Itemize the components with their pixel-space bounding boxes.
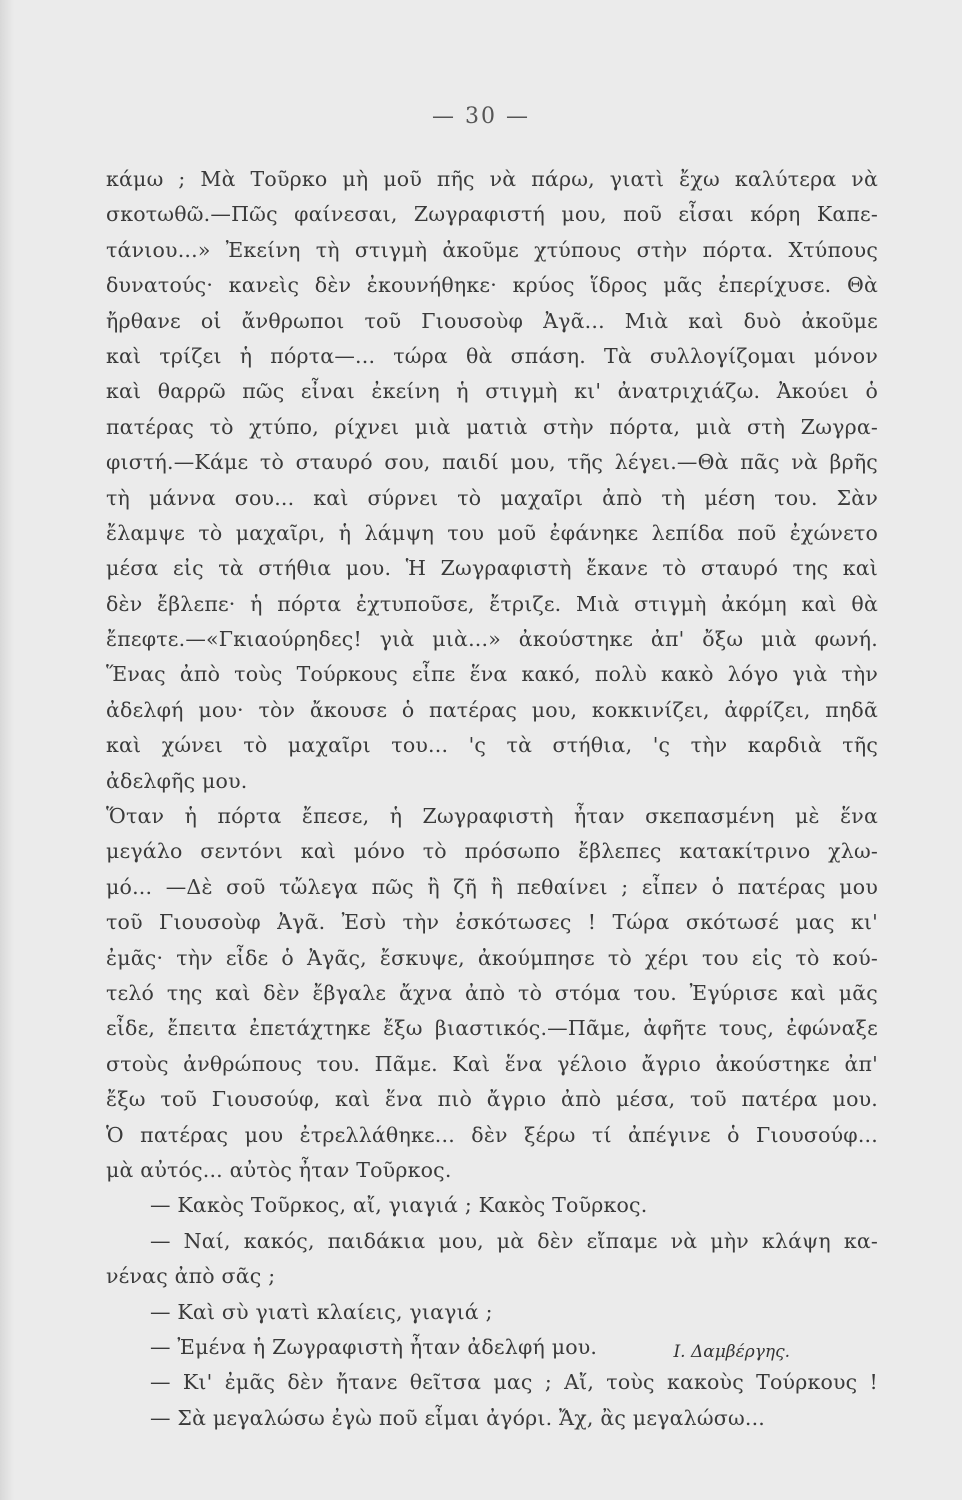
text-line: δὲν ἔβλεπε· ἡ πόρτα ἐχτυποῦσε, ἔτριζε. Μιὰ στιγμὴ ἀκόμη καὶ θὰ — [106, 591, 878, 616]
text-line: πατέρας τὸ χτύπο, ρίχνει μιὰ ματιὰ στὴν πόρτα, μιὰ στὴ Ζωγρα- — [106, 414, 878, 439]
text-line: τὴ μάννα σου... καὶ σύρνει τὸ μαχαῖρι ἀπὸ τὴ μέση του. Σὰν — [106, 485, 878, 510]
text-line: Ἕνας ἀπὸ τοὺς Τούρκους εἶπε ἕνα κακό, πολὺ κακὸ λόγο γιὰ τὴν — [106, 662, 878, 687]
text-line: ἔλαμψε τὸ μαχαῖρι, ἡ λάμψη του μοῦ ἐφάνηκε λεπίδα ποῦ ἐχώνετο — [106, 520, 878, 545]
text-line: καὶ τρίζει ἡ πόρτα—... τώρα θὰ σπάση. Τὰ συλλογίζομαι μόνον — [106, 343, 878, 368]
text-line: τοῦ Γιουσοὺφ Ἀγᾶ. Ἐσὺ τὴν ἐσκότωσες ! Τώρα σκότωσέ μας κι' — [106, 910, 878, 935]
text-line: νένας ἀπὸ σᾶς ; — [106, 1264, 276, 1289]
text-line: δυνατούς· κανεὶς δὲν ἐκουνήθηκε· κρύος ἵδρος μᾶς ἐπερίχυσε. Θὰ — [106, 273, 878, 298]
text-line: Ὁ πατέρας μου ἐτρελλάθηκε... δὲν ξέρω τί ἀπέγινε ὁ Γιουσούφ... — [106, 1122, 878, 1147]
text-line: καὶ θαρρῶ πῶς εἶναι ἐκείνη ἡ στιγμὴ κι' ἀνατριχιάζω. Ἀκούει ὁ — [106, 379, 878, 404]
text-line: — Σὰ μεγαλώσω ἐγὼ ποῦ εἶμαι ἀγόρι. Ἄχ, ἂς μεγαλώσω... — [150, 1405, 766, 1430]
text-line: — Κι' ἐμᾶς δὲν ἤτανε θεῖτσα μας ; Αἴ, τοὺς κακοὺς Τούρκους ! — [150, 1370, 878, 1395]
text-line: εἶδε, ἔπειτα ἐπετάχτηκε ἔξω βιαστικός.—Πᾶμε, ἀφῆτε τους, ἐφώναξε — [106, 1016, 878, 1041]
text-line: σκοτωθῶ.—Πῶς φαίνεσαι, Ζωγραφιστή μου, ποῦ εἶσαι κόρη Καπε- — [106, 202, 878, 227]
text-line: κάμω ; Μὰ Τοῦρκο μὴ μοῦ πῆς νὰ πάρω, γιατὶ ἔχω καλύτερα νὰ — [106, 167, 878, 191]
text-line: μεγάλο σεντόνι καὶ μόνο τὸ πρόσωπο ἔβλεπες κατακίτρινο χλω- — [106, 839, 878, 864]
text-line: μὰ αὐτός... αὐτὸς ἦταν Τοῦρκος. — [106, 1157, 452, 1182]
text-line: ἔξω τοῦ Γιουσούφ, καὶ ἕνα πιὸ ἄγριο ἀπὸ μέσα, τοῦ πατέρα μου. — [106, 1087, 878, 1112]
text-line: τελό της καὶ δὲν ἔβγαλε ἄχνα ἀπὸ τὸ στόμα του. Ἐγύρισε καὶ μᾶς — [106, 980, 878, 1005]
text-line: ἀδελφή μου· τὸν ἄκουσε ὁ πατέρας μου, κοκκινίζει, ἀφρίζει, πηδᾶ — [106, 697, 878, 722]
text-line: ἔπεφτε.—«Γκιαούρηδες! γιὰ μιὰ...» ἀκούστηκε ἀπ' ὄξω μιὰ φωνή. — [106, 627, 878, 652]
page-edge-shadow — [0, 0, 14, 1500]
text-line: καὶ χώνει τὸ μαχαῖρι του... 'ς τὰ στήθια, 'ς τὴν καρδιὰ τῆς — [106, 733, 878, 758]
text-line: Ὅταν ἡ πόρτα ἔπεσε, ἡ Ζωγραφιστὴ ἦταν σκεπασμένη μὲ ἕνα — [106, 804, 878, 829]
text-line: ἤρθανε οἱ ἄνθρωποι τοῦ Γιουσοὺφ Ἀγᾶ... Μιὰ καὶ δυὸ ἀκοῦμε — [106, 308, 878, 333]
text-line: μέσα εἰς τὰ στήθια μου. Ἡ Ζωγραφιστὴ ἔκανε τὸ σταυρό της καὶ — [106, 556, 878, 581]
text-line: — Καὶ σὺ γιατὶ κλαίεις, γιαγιά ; — [150, 1299, 493, 1324]
text-line: ἀδελφῆς μου. — [106, 768, 248, 793]
text-line: τάνιου...» Ἐκείνη τὴ στιγμὴ ἀκοῦμε χτύπους στὴν πόρτα. Χτύπους — [106, 237, 878, 262]
text-line: — Κακὸς Τοῦρκος, αἴ, γιαγιά ; Κακὸς Τοῦρκος. — [150, 1193, 648, 1218]
text-line: φιστή.—Κάμε τὸ σταυρό σου, παιδί μου, τῆς λέγει.—Θὰ πᾶς νὰ βρῆς — [106, 450, 878, 475]
text-line: — Ἐμένα ἡ Ζωγραφιστὴ ἦταν ἀδελφή μου. — [150, 1334, 598, 1359]
text-line: μό... —Δὲ σοῦ τὤλεγα πῶς ἢ ζῆ ἢ πεθαίνει ; εἶπεν ὁ πατέρας μου — [106, 874, 878, 899]
author-signature: Ι. Δαμβέργης. — [673, 1342, 790, 1362]
text-line: στοὺς ἀνθρώπους του. Πᾶμε. Καὶ ἕνα γέλοιο ἄγριο ἀκούστηκε ἀπ' — [106, 1051, 878, 1076]
page-number: — 30 — — [432, 104, 530, 129]
text-line: ἐμᾶς· τὴν εἶδε ὁ Ἀγᾶς, ἔσκυψε, ἀκούμπησε τὸ χέρι του εἰς τὸ κού- — [106, 945, 878, 970]
text-line: — Ναί, κακός, παιδάκια μου, μὰ δὲν εἴπαμε νὰ μὴν κλάψη κα- — [150, 1228, 878, 1253]
body-text — [106, 162, 878, 1436]
